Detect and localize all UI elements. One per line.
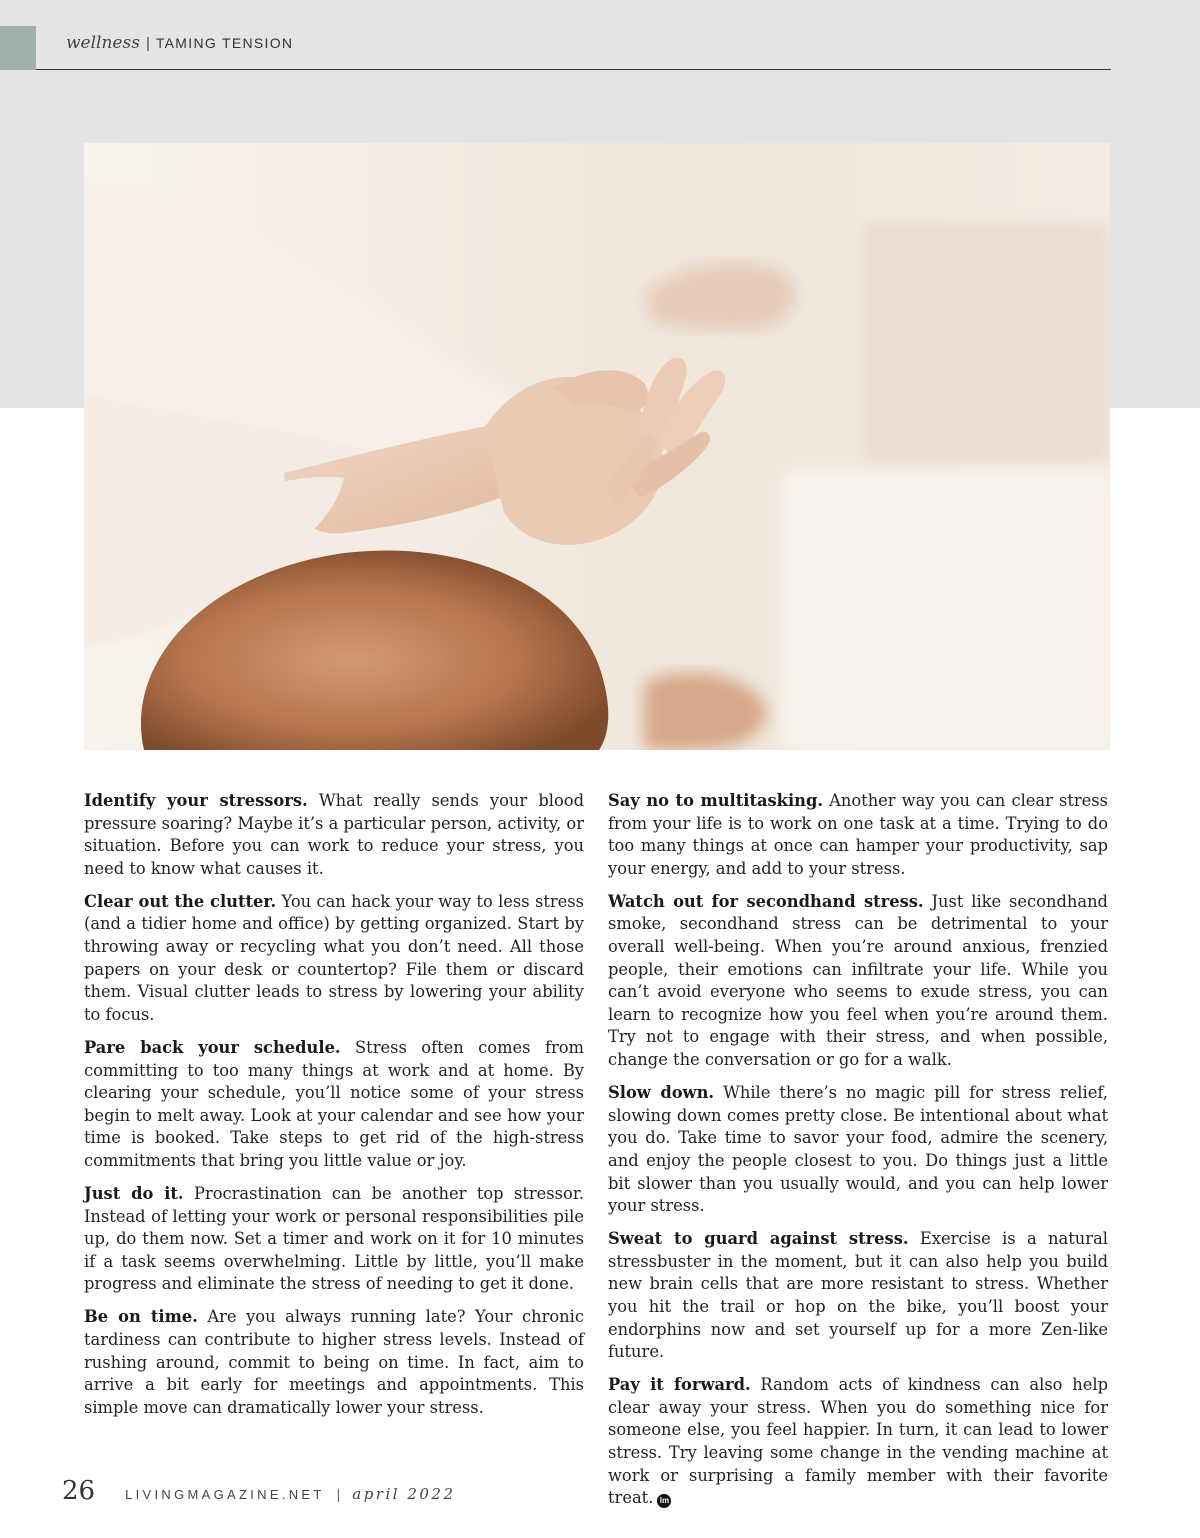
tip-body: Stress often comes from committing to too many things at work and at home. By clearing your schedule, you’ll notice some of your stress begin to melt away. Look at your calendar and see how your time is booked. Take steps to get rid of the high-stress commitments that bring you little value or joy.: [84, 1037, 584, 1170]
running-header: [66, 33, 293, 59]
meditation-illustration: [84, 143, 1110, 750]
footer-separator: |: [336, 1486, 341, 1502]
header-divider: [36, 69, 1111, 70]
tip-body: Just like secondhand smoke, secondhand stress can be detrimental to your overall well-being. When you’re around anxious, frenzied people, their emotions can infiltrate your life. While you can’t avoid everyone who seems to exude stress, you can learn to recognize how you feel when you’re around them. Try not to engage with their stress, and when possible, change the conversation or go for a walk.: [608, 891, 1108, 1070]
tip-paragraph: [608, 790, 1108, 880]
tip-paragraph: [84, 1183, 584, 1296]
tip-body: Random acts of kindness can also help clear away your stress. When you do something nice for someone else, you feel happier. In turn, it can lead to lower stress. Try leaving some change in the vending machine at work or surprising a family member with their favorite treat.: [608, 1375, 1108, 1508]
meditation-photo: [84, 143, 1110, 750]
article-column-left: [84, 790, 584, 1430]
tip-heading: Identify your stressors.: [84, 791, 308, 810]
page-number: 26: [62, 1476, 96, 1506]
tip-paragraph: [608, 1228, 1108, 1364]
issue-date: april 2022: [352, 1485, 456, 1503]
tip-body: Are you always running late? Your chronic tardiness can contribute to higher stress levels. Instead of rushing around, commit to being on time. In fact, aim to arrive a bit early for meetings and appointments. This simple move can dramatically lower your stress.: [84, 1307, 584, 1417]
end-of-article-icon: lm: [657, 1494, 671, 1508]
tip-paragraph: [608, 1374, 1108, 1510]
page-footer: [62, 1476, 456, 1516]
section-color-tab: [0, 26, 36, 70]
tip-heading: Pare back your schedule.: [84, 1037, 341, 1057]
tip-paragraph: [84, 891, 584, 1027]
tip-heading: Sweat to guard against stress.: [608, 1229, 909, 1249]
tip-paragraph: [84, 1037, 584, 1173]
article-topic: TAMING TENSION: [155, 35, 294, 51]
tip-heading: Slow down.: [608, 1083, 715, 1103]
tip-body: Another way you can clear stress from your life is to work on one task at a time. Trying to do too many things at once can hamper your productivity, sap your energy, and add to your stress.: [608, 791, 1108, 878]
header-separator: |: [145, 35, 150, 52]
tip-heading: Say no to multitasking.: [608, 791, 824, 810]
section-name: wellness: [66, 33, 140, 53]
tip-paragraph: [608, 891, 1108, 1072]
tip-heading: Clear out the clutter.: [84, 891, 277, 911]
tip-paragraph: [608, 1082, 1108, 1218]
site-url: LIVINGMAGAZINE.NET: [125, 1487, 325, 1502]
tip-body: What really sends your blood pressure soaring? Maybe it’s a particular person, activity, or situation. Before you can work to reduce your stress, you need to know what causes it.: [84, 791, 584, 878]
tip-body: Procrastination can be another top stressor. Instead of letting your work or personal responsibilities pile up, do them now. Set a timer and work on it for 10 minutes if a task seems overwhelming. Little by little, you’ll make progress and eliminate the stress of needing to get it done.: [84, 1184, 584, 1294]
tip-body: You can hack your way to less stress (and a tidier home and office) by getting organized. Start by throwing away or recycling what you don’t need. All those papers on your desk or countertop? File them or discard them. Visual clutter leads to stress by lowering your ability to focus.: [84, 891, 585, 1024]
tip-heading: Pay it forward.: [608, 1375, 751, 1395]
tip-heading: Just do it.: [84, 1184, 184, 1203]
tip-heading: Be on time.: [84, 1307, 198, 1327]
tip-heading: Watch out for secondhand stress.: [608, 891, 924, 911]
tip-paragraph: [84, 1306, 584, 1419]
article-column-right: [608, 790, 1108, 1520]
tip-body: While there’s no magic pill for stress relief, slowing down comes pretty close. Be intentional about what you do. Take time to savor your food, admire the scenery, and enjoy the people closest to you. Do things just a little bit slower than you usually would, and you can help lower your stress.: [608, 1083, 1108, 1216]
tip-body: Exercise is a natural stressbuster in the moment, but it can also help you build new brain cells that are more resistant to stress. Whether you hit the trail or hop on the bike, you’ll boost your endorphins now and set yourself up for a more Zen-like future.: [608, 1229, 1108, 1362]
tip-paragraph: [84, 790, 584, 880]
